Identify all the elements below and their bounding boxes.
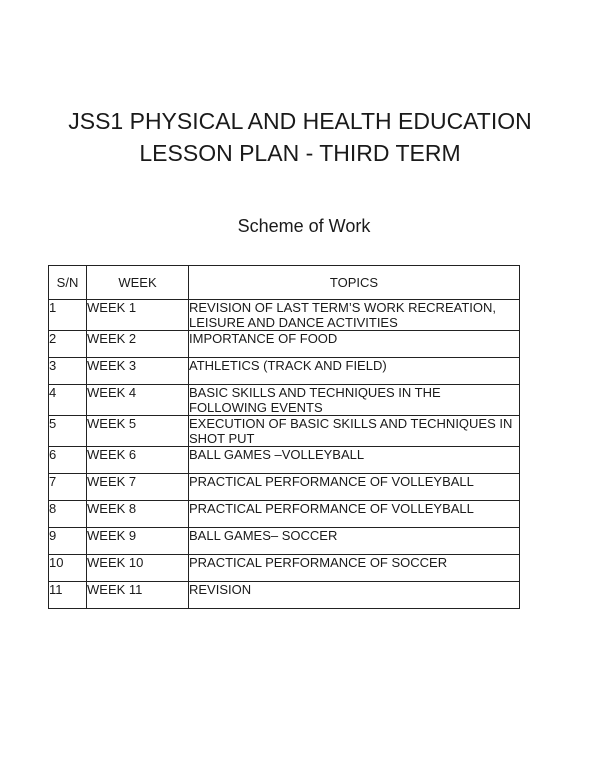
row-week: WEEK 10 [87, 555, 189, 582]
row-sn: 6 [49, 447, 87, 474]
scheme-of-work-heading: Scheme of Work [237, 216, 371, 236]
row-sn: 5 [49, 416, 87, 447]
row-week: WEEK 3 [87, 358, 189, 385]
row-topic: PRACTICAL PERFORMANCE OF VOLLEYBALL [189, 501, 520, 528]
table-row [49, 528, 520, 555]
table-row [49, 385, 520, 416]
row-sn: 8 [49, 501, 87, 528]
row-sn: 4 [49, 385, 87, 416]
row-topic: IMPORTANCE OF FOOD [189, 331, 520, 358]
row-sn: 2 [49, 331, 87, 358]
row-topic: ATHLETICS (TRACK AND FIELD) [189, 358, 520, 385]
row-week: WEEK 8 [87, 501, 189, 528]
document-title-line-2: LESSON PLAN - THIRD TERM [139, 140, 461, 167]
table-row [49, 474, 520, 501]
row-topic: EXECUTION OF BASIC SKILLS AND TECHNIQUES IN SHOT PUT [189, 416, 520, 447]
row-sn: 1 [49, 300, 87, 331]
row-week: WEEK 2 [87, 331, 189, 358]
row-week: WEEK 9 [87, 528, 189, 555]
table-row [49, 331, 520, 358]
row-topic: PRACTICAL PERFORMANCE OF VOLLEYBALL [189, 474, 520, 501]
row-topic: BASIC SKILLS AND TECHNIQUES IN THE FOLLOWING EVENTS [189, 385, 520, 416]
row-week: WEEK 7 [87, 474, 189, 501]
table-row [49, 300, 520, 331]
row-topic: BALL GAMES– SOCCER [189, 528, 520, 555]
document-title-line-1: JSS1 PHYSICAL AND HEALTH EDUCATION [68, 108, 532, 135]
table-header-row [49, 266, 520, 300]
column-header-sn: S/N [49, 266, 87, 300]
column-header-week: WEEK [87, 266, 189, 300]
row-topic: PRACTICAL PERFORMANCE OF SOCCER [189, 555, 520, 582]
row-topic: REVISION [189, 582, 520, 609]
table-row [49, 416, 520, 447]
row-sn: 9 [49, 528, 87, 555]
table-row [49, 582, 520, 609]
row-week: WEEK 11 [87, 582, 189, 609]
table-row [49, 555, 520, 582]
table-row [49, 501, 520, 528]
row-week: WEEK 5 [87, 416, 189, 447]
table-row [49, 358, 520, 385]
document-title [0, 105, 600, 169]
row-topic: REVISION OF LAST TERM’S WORK RECREATION, LEISURE AND DANCE ACTIVITIES [189, 300, 520, 331]
row-sn: 11 [49, 582, 87, 609]
column-header-topics: TOPICS [189, 266, 520, 300]
scheme-of-work-table [48, 265, 520, 609]
table-row [49, 447, 520, 474]
row-week: WEEK 4 [87, 385, 189, 416]
row-sn: 10 [49, 555, 87, 582]
row-sn: 7 [49, 474, 87, 501]
row-sn: 3 [49, 358, 87, 385]
row-topic: BALL GAMES –VOLLEYBALL [189, 447, 520, 474]
row-week: WEEK 6 [87, 447, 189, 474]
row-week: WEEK 1 [87, 300, 189, 331]
